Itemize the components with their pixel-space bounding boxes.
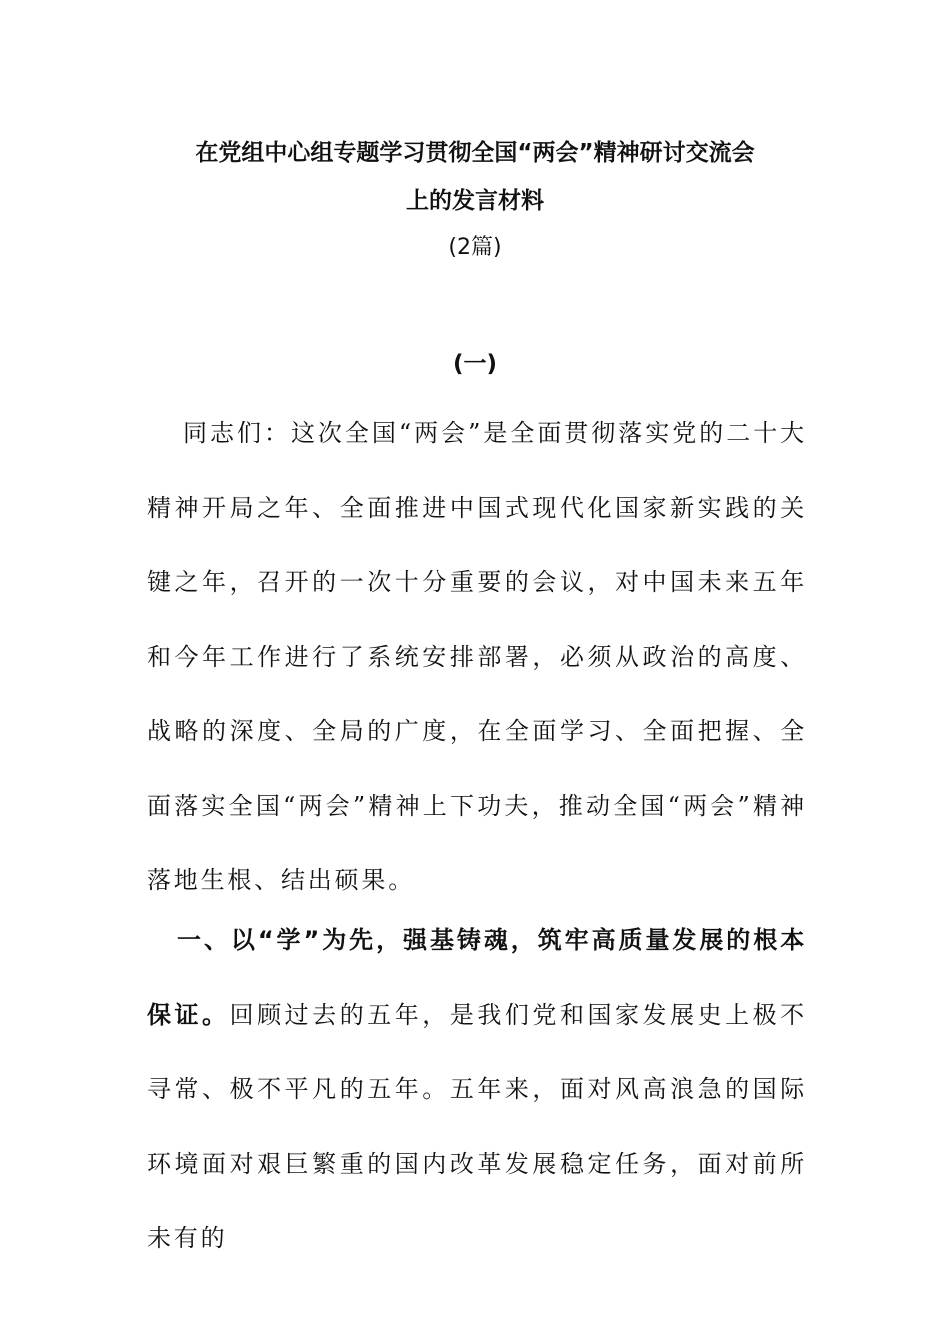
document-subtitle-count: (2篇) xyxy=(448,235,502,260)
document-title-line-1: 在党组中心组专题学习贯彻全国“两会”精神研讨交流会 xyxy=(195,140,755,166)
paragraph-point-one-body: 回顾过去的五年，是我们党和国家发展史上极不寻常、极不平凡的五年。五年来，面对风高浪急的国际环境面对艰巨繁重的国内改革发展稳定任务，面对前所未有的 xyxy=(147,1000,807,1252)
paragraph-opening: 同志们：这次全国“两会”是全面贯彻落实党的二十大精神开局之年、全面推进中国式现代化国家新实践的关键之年，召开的一次十分重要的会议，对中国未来五年和今年工作进行了系统安排部署，必须从政治的高度、战略的深度、全局的广度，在全面学习、全面把握、全面落实全国“两会”精神上下功夫，推动全国“两会”精神落地生根、结出硕果。 xyxy=(147,419,807,894)
paragraph-point-one xyxy=(147,903,807,1276)
paragraph-point-one-heading: 一、以“学”为先，强基铸魂，筑牢高质量发展的根本保证。 xyxy=(147,926,807,1029)
document-title-line-2: 上的发言材料 xyxy=(406,188,544,214)
section-marker: (一) xyxy=(452,351,498,377)
